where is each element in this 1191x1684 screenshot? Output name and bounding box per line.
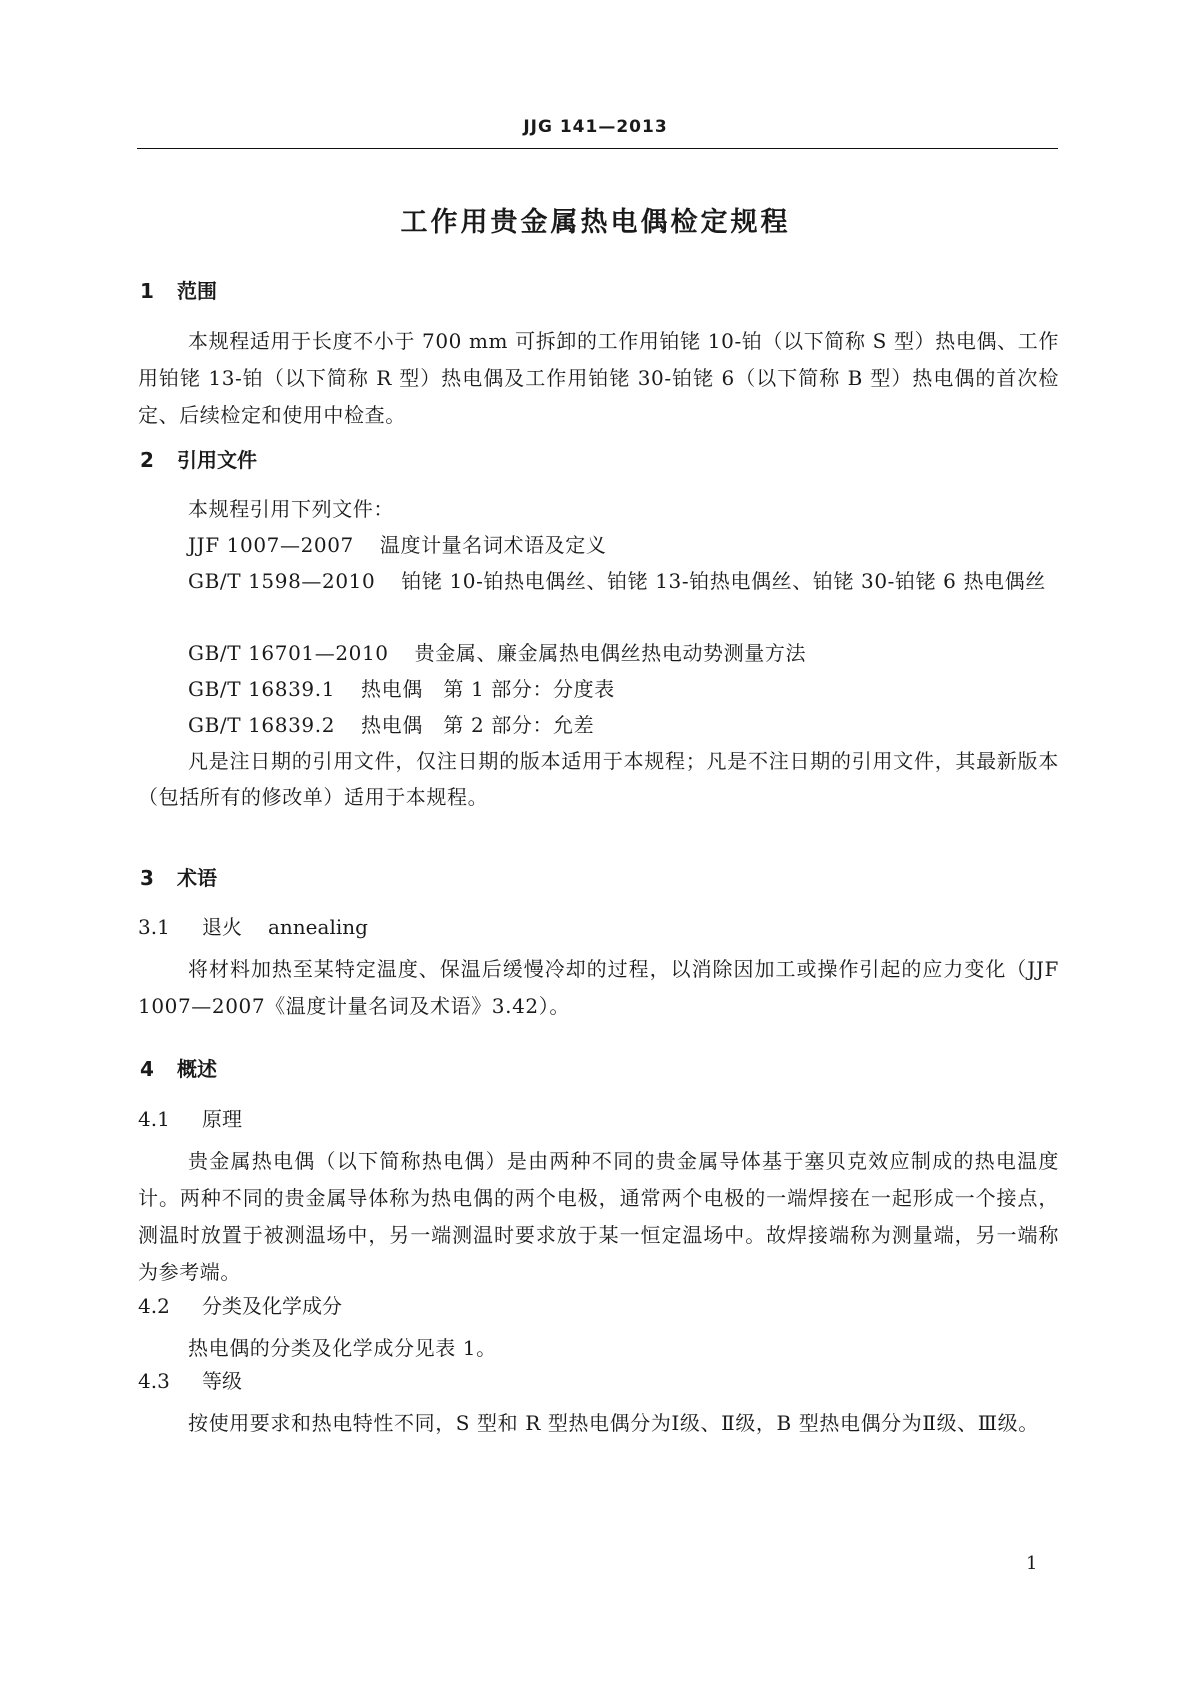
term-en: annealing xyxy=(268,915,368,939)
page-number: 1 xyxy=(1026,1553,1038,1574)
header-rule xyxy=(137,148,1058,149)
reference-code: GB/T 16839.2 xyxy=(188,713,336,737)
section-title: 引用文件 xyxy=(177,448,257,472)
section-title: 范围 xyxy=(177,279,217,303)
subsection-4-3-heading xyxy=(138,1368,242,1394)
subsection-3-1-paragraph: 将材料加热至某特定温度、保温后缓慢冷却的过程，以消除因加工或操作引起的应力变化（JJF 1007—2007《温度计量名词及术语》3.42）。 xyxy=(138,957,1059,1018)
subsection-4-2-paragraph: 热电偶的分类及化学成分见表 1。 xyxy=(188,1336,497,1360)
reference-title: 温度计量名词术语及定义 xyxy=(379,533,607,557)
subsection-4-1-paragraph: 贵金属热电偶（以下简称热电偶）是由两种不同的贵金属导体基于塞贝克效应制成的热电温度计。两种不同的贵金属导体称为热电偶的两个电极，通常两个电极的一端焊接在一起形成一个接点，测温时放置于被测温场中，另一端测温时要求放于某一恒定温场中。故焊接端称为测量端，另一端称为参考端。 xyxy=(138,1149,1059,1284)
section-number: 3 xyxy=(140,866,154,890)
running-header: JJG 141—2013 xyxy=(523,117,668,137)
subsection-title: 原理 xyxy=(202,1107,242,1131)
reference-title: 贵金属、廉金属热电偶丝热电动势测量方法 xyxy=(414,641,807,665)
reference-item xyxy=(138,563,1059,599)
reference-item xyxy=(138,671,1059,707)
section-2-heading xyxy=(140,447,257,473)
reference-item xyxy=(138,527,1059,563)
document-title: 工作用贵金属热电偶检定规程 xyxy=(400,207,791,238)
reference-item xyxy=(138,707,1059,743)
reference-title: 铂铑 10-铂热电偶丝、铂铑 13-铂热电偶丝、铂铑 30-铂铑 6 热电偶丝 xyxy=(401,569,1046,593)
reference-title: 热电偶 第 1 部分：分度表 xyxy=(361,677,615,701)
section-number: 2 xyxy=(140,448,154,472)
reference-title: 热电偶 第 2 部分：允差 xyxy=(361,713,595,737)
subsection-4-2-heading xyxy=(138,1293,342,1319)
section-title: 术语 xyxy=(177,866,217,890)
subsection-title: 等级 xyxy=(202,1369,242,1393)
subsection-number: 3.1 xyxy=(138,915,170,939)
section-3-heading xyxy=(140,865,217,891)
reference-code: JJF 1007—2007 xyxy=(188,533,354,557)
reference-item xyxy=(138,635,1059,671)
subsection-3-1-heading xyxy=(138,914,368,940)
section-4-heading xyxy=(140,1056,217,1082)
references-note: 凡是注日期的引用文件，仅注日期的版本适用于本规程；凡是不注日期的引用文件，其最新版本（包括所有的修改单）适用于本规程。 xyxy=(138,749,1059,809)
subsection-number: 4.1 xyxy=(138,1107,170,1131)
subsection-4-3-paragraph: 按使用要求和热电特性不同，S 型和 R 型热电偶分为Ⅰ级、Ⅱ级，B 型热电偶分为Ⅱ级、Ⅲ级。 xyxy=(188,1411,1039,1435)
reference-code: GB/T 16701—2010 xyxy=(188,641,389,665)
subsection-number: 4.3 xyxy=(138,1369,170,1393)
subsection-4-1-heading xyxy=(138,1106,242,1132)
term-zh: 退火 xyxy=(202,915,242,939)
subsection-title: 分类及化学成分 xyxy=(202,1294,342,1318)
section-title: 概述 xyxy=(177,1057,217,1081)
reference-code: GB/T 16839.1 xyxy=(188,677,336,701)
section-1-paragraph: 本规程适用于长度不小于 700 mm 可拆卸的工作用铂铑 10-铂（以下简称 S 型）热电偶、工作用铂铑 13-铂（以下简称 R 型）热电偶及工作用铂铑 30-铂铑 6（以下简称 B 型）热电偶的首次检定、后续检定和使用中检查。 xyxy=(138,329,1059,427)
section-number: 1 xyxy=(140,279,154,303)
section-number: 4 xyxy=(140,1057,154,1081)
reference-code: GB/T 1598—2010 xyxy=(188,569,376,593)
subsection-number: 4.2 xyxy=(138,1294,170,1318)
references-intro: 本规程引用下列文件： xyxy=(188,497,394,521)
section-1-heading xyxy=(140,278,217,304)
